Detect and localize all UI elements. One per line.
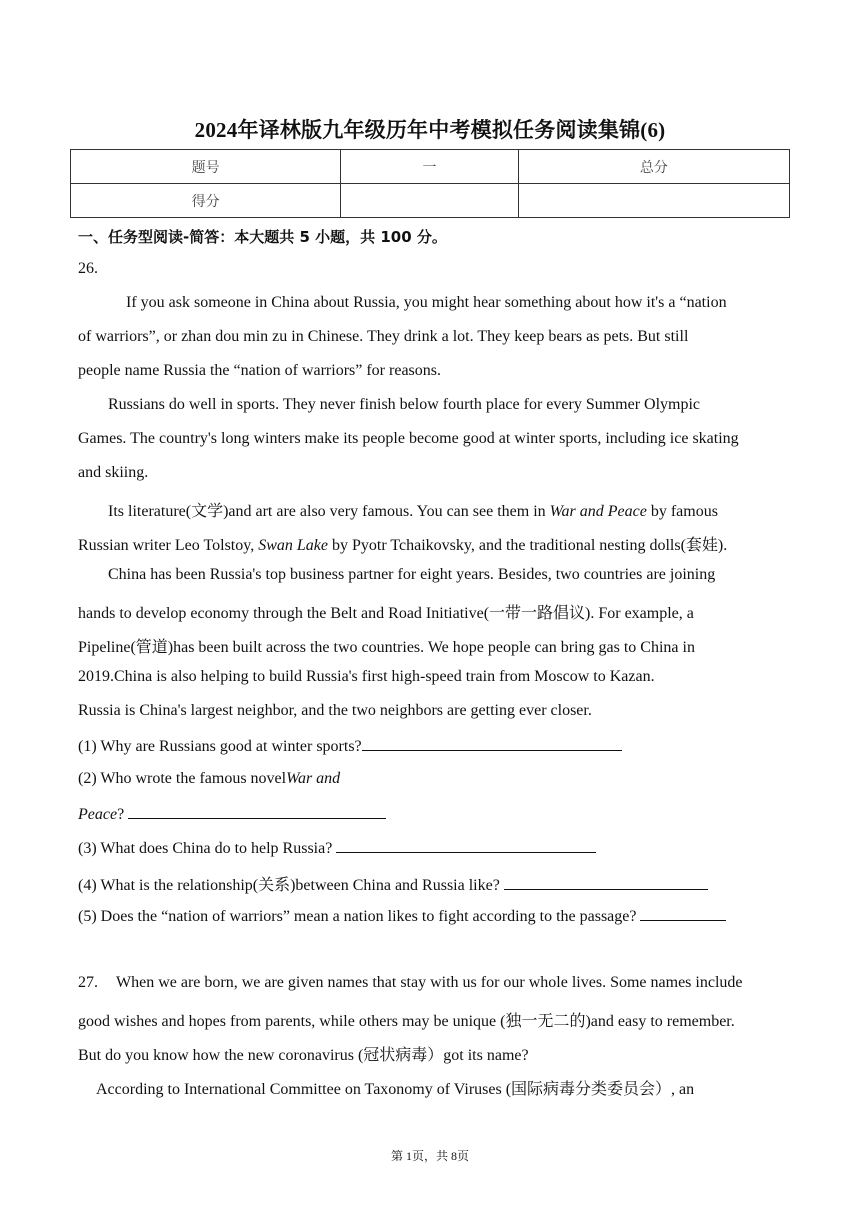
page-footer: 第 1页，共 8页 [390, 1149, 469, 1163]
passage-26-line: and skiing. [78, 464, 149, 481]
passage-26-line: China has been Russia's top business partner for eight years. Besides, two countries are joining [108, 566, 716, 583]
question-26-1 [78, 736, 622, 756]
answer-blank-5[interactable] [640, 906, 726, 921]
question-text: (5) Does the “nation of warriors” mean a nation likes to fight according to the passage? [78, 908, 637, 925]
passage-26-line: of warriors”, or zhan dou min zu in Chinese. They drink a lot. They keep bears as pets. But still [78, 328, 689, 345]
question-27-number: 27. [78, 974, 98, 991]
question-text: (2) Who wrote the famous novel [78, 770, 287, 787]
passage-text: by famous [646, 503, 718, 520]
question-26-4 [78, 872, 708, 895]
question-text: (1) Why are Russians good at winter sports? [78, 738, 362, 755]
passage-27-text: When we are born, we are given names that stay with us for our whole lives. Some names include [116, 974, 743, 991]
book-title-war-and-peace: War and Peace [549, 503, 647, 520]
question-text: (4) What is the relationship(关系)between China and Russia like? [78, 877, 500, 894]
passage-27-line: According to International Committee on Taxonomy of Viruses (国际病毒分类委员会）, an [96, 1081, 695, 1098]
header-total: 总分 [518, 150, 789, 184]
question-27-first-line [78, 974, 742, 992]
question-26-5 [78, 906, 726, 926]
passage-text: Russian writer Leo Tolstoy, [78, 537, 259, 554]
score-table-header-row [71, 150, 790, 184]
passage-27-line: But do you know how the new coronavirus (冠状病毒）got its name? [78, 1047, 529, 1064]
passage-26-line [78, 532, 727, 555]
question-26-number: 26. [78, 260, 98, 277]
passage-27-line: good wishes and hopes from parents, while others may be unique (独一无二的)and easy to remember. [78, 1013, 735, 1030]
passage-26-line: Russia is China's largest neighbor, and the two neighbors are getting ever closer. [78, 702, 592, 719]
question-text: ? [117, 806, 125, 823]
book-title-part: Peace [78, 806, 118, 823]
question-text: (3) What does China do to help Russia? [78, 840, 333, 857]
header-question-number: 题号 [71, 150, 341, 184]
answer-blank-1[interactable] [362, 736, 622, 751]
passage-26-line: Pipeline(管道)has been built across the two countries. We hope people can bring gas to China in [78, 639, 695, 656]
question-26-2-cont [78, 804, 386, 824]
question-26-3 [78, 838, 596, 858]
passage-26-line: 2019.China is also helping to build Russia's first high-speed train from Moscow to Kazan. [78, 668, 655, 685]
answer-blank-3[interactable] [336, 838, 596, 853]
passage-26-line: Russians do well in sports. They never finish below fourth place for every Summer Olympic [108, 396, 701, 413]
page-title: 2024年译林版九年级历年中考模拟任务阅读集锦(6) [194, 118, 666, 142]
score-table [70, 149, 790, 218]
passage-26-line: people name Russia the “nation of warriors” for reasons. [78, 362, 441, 379]
passage-26-line: hands to develop economy through the Belt and Road Initiative(一带一路倡议). For example, a [78, 605, 694, 622]
book-title-part: War and [286, 770, 341, 787]
score-cell-total[interactable] [518, 184, 789, 218]
passage-26-line: Games. The country's long winters make its people become good at winter sports, including ice skating [78, 430, 739, 447]
work-title-swan-lake: Swan Lake [258, 537, 328, 554]
row-label-score: 得分 [71, 184, 341, 218]
passage-26-line: If you ask someone in China about Russia, you might hear something about how it's a “nation [126, 294, 727, 311]
section-heading: 一、任务型阅读-简答：本大题共 5 小题，共 100 分。 [78, 228, 447, 246]
passage-text: Its literature(文学)and art are also very famous. You can see them in [108, 503, 550, 520]
passage-26-line [108, 498, 718, 521]
passage-text: by Pyotr Tchaikovsky, and the traditional nesting dolls(套娃). [327, 537, 728, 554]
answer-blank-2[interactable] [128, 804, 386, 819]
score-cell-section-one[interactable] [341, 184, 519, 218]
question-26-2 [78, 770, 340, 788]
answer-blank-4[interactable] [504, 875, 708, 890]
score-table-score-row [71, 184, 790, 218]
header-section-one: 一 [341, 150, 519, 184]
